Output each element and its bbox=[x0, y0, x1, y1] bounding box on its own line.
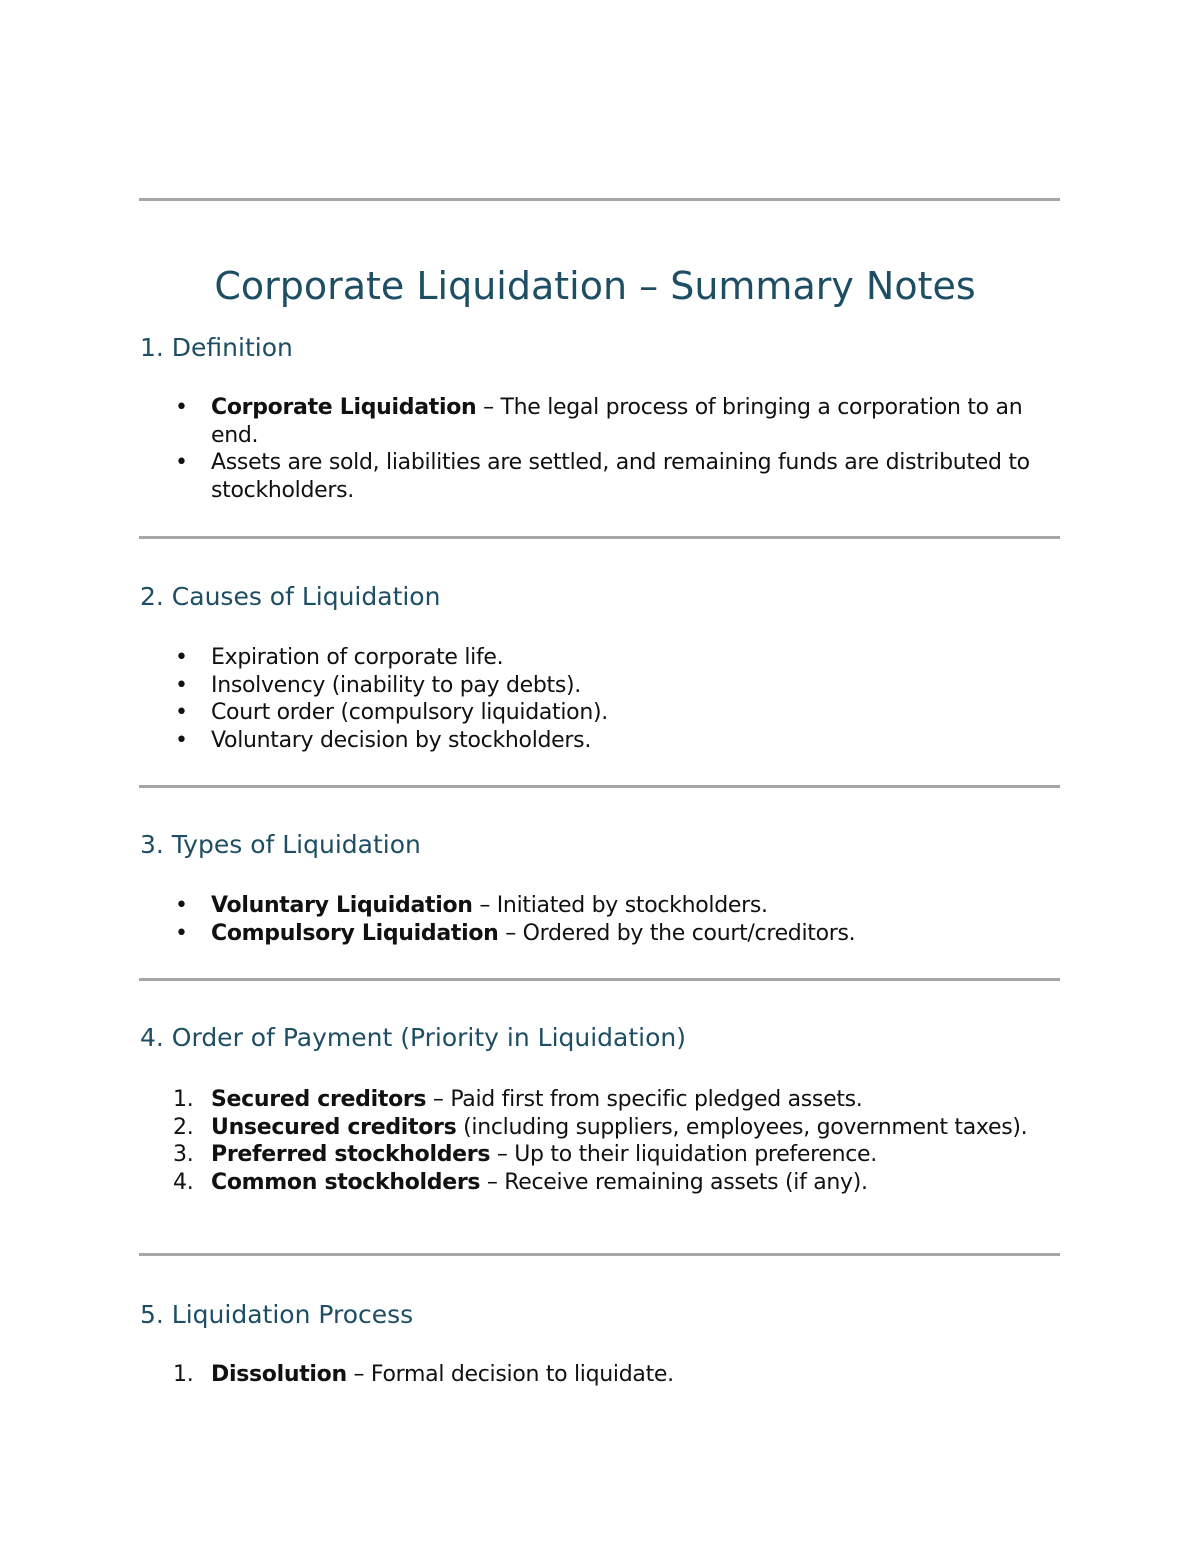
item-number: 4. bbox=[173, 1169, 194, 1195]
list-item bbox=[173, 1361, 1051, 1389]
item-term: Corporate Liquidation bbox=[211, 395, 477, 420]
item-term: Preferred stockholders bbox=[211, 1142, 491, 1167]
item-text: – Receive remaining assets (if any). bbox=[480, 1169, 868, 1195]
payment-order-list bbox=[173, 1086, 1051, 1196]
bullet-icon: • bbox=[175, 450, 188, 475]
item-term: Compulsory Liquidation bbox=[211, 920, 499, 946]
section-heading-order-of-payment: 4. Order of Payment (Priority in Liquidation) bbox=[140, 1023, 687, 1052]
list-item bbox=[175, 727, 1051, 755]
list-item bbox=[173, 1086, 1051, 1114]
section-heading-types: 3. Types of Liquidation bbox=[140, 830, 421, 859]
list-item bbox=[175, 699, 1051, 727]
item-text: (including suppliers, employees, government taxes). bbox=[456, 1114, 1028, 1140]
types-list bbox=[175, 892, 1051, 947]
list-item bbox=[173, 1141, 1051, 1169]
item-term: Voluntary Liquidation bbox=[211, 893, 473, 918]
item-text: – Formal decision to liquidate. bbox=[346, 1362, 674, 1387]
section-heading-process: 5. Liquidation Process bbox=[140, 1300, 414, 1329]
process-list bbox=[173, 1361, 1051, 1389]
definition-list bbox=[175, 394, 1051, 504]
bullet-icon: • bbox=[175, 672, 188, 698]
list-item bbox=[175, 449, 1051, 504]
divider bbox=[139, 978, 1060, 981]
divider-top bbox=[139, 198, 1060, 201]
item-text: – Initiated by stockholders. bbox=[472, 893, 768, 918]
item-text: Court order (compulsory liquidation). bbox=[211, 700, 608, 725]
bullet-icon: • bbox=[175, 920, 188, 946]
item-text: – Paid first from specific pledged assets. bbox=[426, 1087, 863, 1112]
list-item bbox=[173, 1114, 1051, 1142]
bullet-icon: • bbox=[175, 645, 188, 670]
item-number: 3. bbox=[173, 1142, 194, 1167]
list-item bbox=[173, 1169, 1051, 1197]
item-text: Expiration of corporate life. bbox=[211, 645, 504, 670]
item-term: Common stockholders bbox=[211, 1169, 481, 1195]
causes-list bbox=[175, 644, 1051, 754]
section-heading-causes: 2. Causes of Liquidation bbox=[140, 582, 441, 611]
page-title: Corporate Liquidation – Summary Notes bbox=[214, 264, 976, 308]
item-term: Dissolution bbox=[211, 1362, 347, 1387]
item-text: Insolvency (inability to pay debts). bbox=[211, 672, 582, 698]
item-number: 2. bbox=[173, 1114, 194, 1140]
item-text: – Up to their liquidation preference. bbox=[490, 1142, 877, 1167]
bullet-icon: • bbox=[175, 700, 188, 725]
bullet-icon: • bbox=[175, 727, 188, 753]
section-heading-definition: 1. Definition bbox=[140, 333, 293, 362]
bullet-icon: • bbox=[175, 395, 188, 420]
bullet-icon: • bbox=[175, 893, 188, 918]
divider bbox=[139, 536, 1060, 539]
divider bbox=[139, 785, 1060, 788]
item-text: Assets are sold, liabilities are settled, and remaining funds are distributed to stockholders. bbox=[211, 450, 1030, 503]
item-text: – The legal process of bringing a corporation to an end. bbox=[211, 395, 1023, 448]
item-number: 1. bbox=[173, 1362, 194, 1387]
list-item bbox=[175, 920, 1051, 948]
item-term: Secured creditors bbox=[211, 1087, 427, 1112]
divider bbox=[139, 1253, 1060, 1256]
list-item bbox=[175, 644, 1051, 672]
item-text: – Ordered by the court/creditors. bbox=[498, 920, 856, 946]
list-item bbox=[175, 672, 1051, 700]
list-item bbox=[175, 394, 1051, 449]
item-text: Voluntary decision by stockholders. bbox=[211, 727, 592, 753]
list-item bbox=[175, 892, 1051, 920]
item-number: 1. bbox=[173, 1087, 194, 1112]
item-term: Unsecured creditors bbox=[211, 1114, 457, 1140]
